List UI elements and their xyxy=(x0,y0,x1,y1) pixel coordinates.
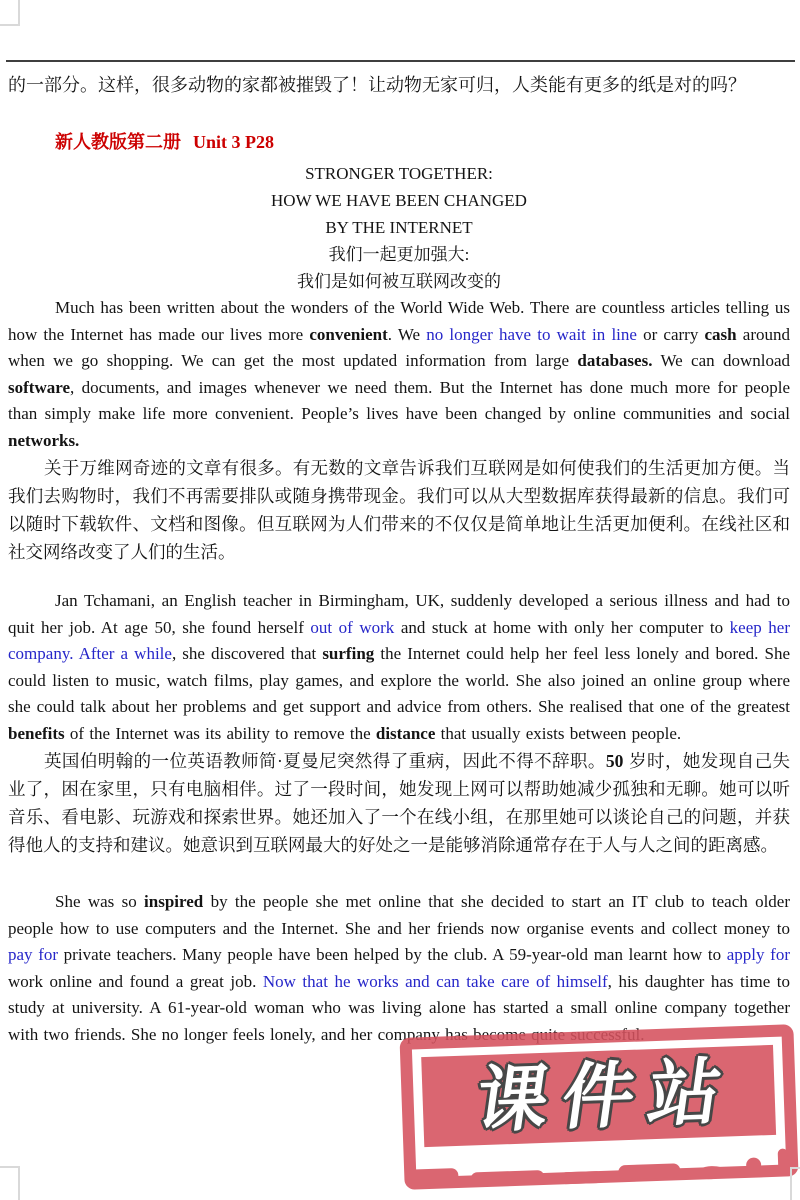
text-run: around when we go shopping. We can get the most updated information from large xyxy=(8,324,790,370)
body-paragraphs xyxy=(8,295,790,1048)
text-run: 岁时，她发现自己失业了，困在家里，只有电脑相伴。过了一段时间，她发现上网可以帮助她减少孤独和无聊。她可以听音乐、看电影、玩游戏和探索世界。她还加入了一个在线小组，在那里她可以谈论自己的问题，并获得他人的支持和建议。她意识到互联网最大的好处之一是能够消除通常存在于人与人之间的距离感。 xyxy=(8,751,790,855)
bold-vocabulary: surfing xyxy=(322,644,375,663)
text-run: the Internet could help her feel less lonely and bored. She could listen to music, watch films, play games, and explore the world. She also joined an online group where she could talk about her problems and get support and advice from others. She realised that one of the greatest xyxy=(8,644,790,716)
text-run: We can download xyxy=(652,351,790,370)
text-run: of the Internet was its ability to remove the xyxy=(64,723,376,743)
stamp-ink-blob xyxy=(696,1166,726,1180)
stamp-ink-blob xyxy=(560,1171,602,1184)
stamp-text: 课件站 xyxy=(470,1049,741,1143)
title-line-3: BY THE INTERNET xyxy=(325,218,473,237)
text-run: or carry xyxy=(636,324,705,344)
highlighted-phrase: pay for xyxy=(8,945,59,964)
stamp-ink-blob xyxy=(778,1148,789,1170)
bold-vocabulary: networks. xyxy=(8,430,80,450)
next-block-corner-left xyxy=(0,1166,20,1200)
stamp-ink-blob xyxy=(618,1163,680,1179)
text-run: by the people she met online that she decided to start an IT club to teach older people how to use computers and the Internet. She and her friends now organise events and collect money to xyxy=(8,892,791,938)
stamp-frame xyxy=(400,1024,799,1190)
paragraph-english xyxy=(8,588,790,747)
highlighted-phrase: apply for xyxy=(726,945,791,964)
text-run: She was so xyxy=(55,892,145,911)
text-run: and stuck at home with only her computer to xyxy=(394,617,730,637)
section-heading-chinese: 新人教版第二册 xyxy=(55,132,181,152)
highlighted-phrase: out of work xyxy=(310,617,395,637)
stamp-ink-blob xyxy=(470,1170,544,1187)
document-content xyxy=(8,72,790,1048)
bold-vocabulary: distance xyxy=(375,723,436,743)
bold-vocabulary: convenient xyxy=(309,324,388,344)
highlighted-phrase: Now that he works and can take care of himself xyxy=(262,971,608,991)
bold-vocabulary: cash xyxy=(704,324,737,344)
text-run: . We xyxy=(387,324,427,344)
text-run: , his daughter has time to study at university. A 61-year-old woman who was living alone has started a small online company together with two friends. She no longer feels lonely, and her company has become quite successful. xyxy=(8,971,790,1044)
highlighted-phrase: keep her company. After a while xyxy=(8,617,790,663)
paragraph-english xyxy=(8,889,790,1048)
stamp-ink-blob xyxy=(406,1168,459,1186)
text-run: 英国伯明翰的一位英语教师简·夏曼尼突然得了重病，因此不得不辞职。 xyxy=(44,751,606,771)
paragraph-english xyxy=(8,295,790,454)
title-line-1: STRONGER TOGETHER: xyxy=(305,164,493,183)
bold-vocabulary: databases. xyxy=(577,351,653,370)
text-run: that usually exists between people. xyxy=(435,723,682,743)
bold-vocabulary: benefits xyxy=(8,723,65,743)
article-title-block xyxy=(8,160,790,295)
text-run: , she discovered that xyxy=(171,644,323,663)
section-heading xyxy=(55,128,790,154)
paragraph-spacer xyxy=(8,859,790,889)
paragraph-chinese xyxy=(8,747,790,859)
paragraph-chinese xyxy=(8,454,790,566)
highlighted-phrase: no longer have to wait in line xyxy=(426,324,637,344)
section-heading-unit: Unit 3 P28 xyxy=(193,132,274,152)
previous-block-corner xyxy=(0,0,20,26)
text-run: , documents, and images whenever we need them. But the Internet has done much more for people than simply make life more convenient. People’s lives have been changed by online communities and social xyxy=(8,377,790,423)
text-run: Much has been written about the wonders of the World Wide Web. There are countless articles telling us how the Internet has made our lives more xyxy=(8,298,790,344)
title-line-5-chinese: 我们是如何被互联网改变的 xyxy=(297,272,501,291)
next-block-corner-right xyxy=(790,1167,800,1200)
stamp-ink-blob xyxy=(746,1157,762,1173)
text-run: work online and found a great job. xyxy=(8,971,263,991)
bold-vocabulary: inspired xyxy=(144,892,204,911)
title-line-4-chinese: 我们一起更加强大: xyxy=(328,245,470,264)
paragraph-spacer xyxy=(8,566,790,588)
text-run: private teachers. Many people have been helped by the club. A 59-year-old man learnt how to xyxy=(58,945,727,964)
carryover-chinese-text: 的一部分。这样，很多动物的家都被摧毁了！让动物无家可归，人类能有更多的纸是对的吗？ xyxy=(8,75,746,95)
text-run: 关于万维网奇迹的文章有很多。有无数的文章告诉我们互联网是如何使我们的生活更加方便。当我们去购物时，我们不再需要排队或随身携带现金。我们可以从大型数据库获得最新的信息。我们可以随时下载软件、文档和图像。但互联网为人们带来的不仅仅是简单地让生活更加便利。在线社区和社交网络改变了人们的生活。 xyxy=(8,458,790,562)
bold-vocabulary: software xyxy=(8,377,70,397)
stamp-fill xyxy=(421,1045,776,1147)
bold-vocabulary: 50 xyxy=(605,751,624,771)
title-line-2: HOW WE HAVE BEEN CHANGED xyxy=(271,191,527,210)
page-divider-line xyxy=(6,60,795,62)
text-run: Jan Tchamani, an English teacher in Birmingham, UK, suddenly developed a serious illness and had to quit her job. At age 50, she found herself xyxy=(8,591,790,637)
